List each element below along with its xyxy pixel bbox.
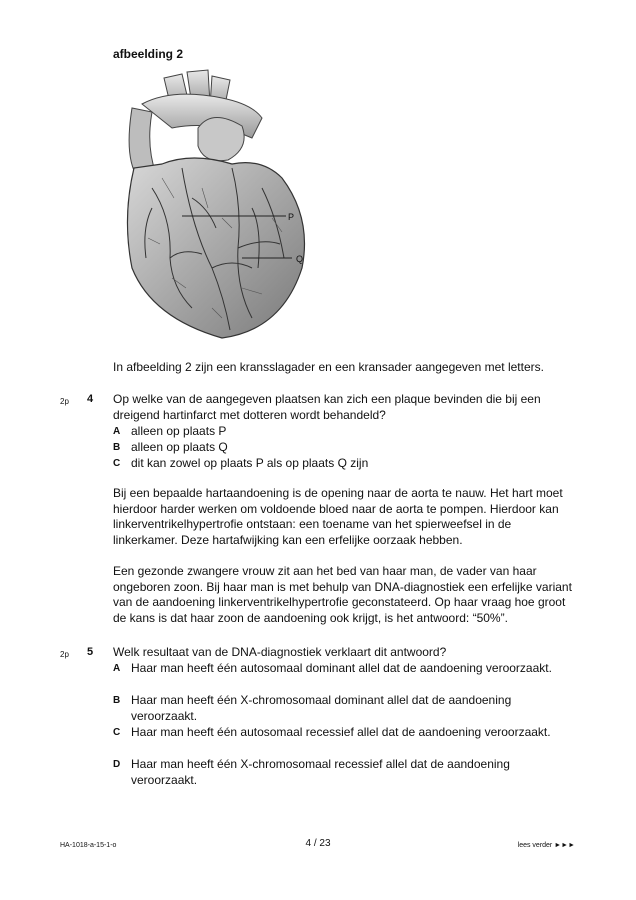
q5-points: 2p [60,650,69,659]
q4-points: 2p [60,397,69,406]
heart-illustration [112,68,332,348]
q4-text: Op welke van de aangegeven plaatsen kan zich een plaque bevinden die bij een dreigend hartinfarct met dotteren wordt behandeld? [113,392,541,422]
continue-note: lees verder ►►► [517,842,575,849]
q5-option-d: Haar man heeft één X-chromosomaal recessief allel dat de aandoening veroorzaakt. [131,757,510,787]
context-paragraph-2: Een gezonde zwangere vrouw zit aan het bed van haar man, de vader van haar ongeboren zoon. Bij haar man is met behulp van DNA-diagnostiek een erfelijke variant van de aandoening linkerventrikelhypertrofie geconstateerd. Op haar vraag hoe groot de kans is dat haar zoon de aandoening ook krijgt, is het antwoord: “50%”. [113,564,572,625]
q5-option-a: Haar man heeft één autosomaal dominant allel dat de aandoening veroorzaakt. [131,661,552,675]
q5-number: 5 [87,646,94,658]
q5-option-d-letter: D [113,759,121,770]
context-paragraph-1: Bij een bepaalde hartaandoening is de opening naar de aorta te nauw. Het hart moet hierdoor harder werken om voldoende bloed naar de aorta te pompen. Hierdoor kan linkerventrikelhypertrofie ontstaan: een toename van het spierweefsel in de linkerkamer. Deze hartafwijking kan een erfelijke oorzaak hebben. [113,486,563,547]
q4-option-c-letter: C [113,458,121,469]
figure-title: afbeelding 2 [113,47,184,61]
q5-option-b: Haar man heeft één X-chromosomaal dominant allel dat de aandoening veroorzaakt. [131,693,512,723]
intro-text: In afbeelding 2 zijn een kransslagader en een kransader aangegeven met letters. [113,360,544,374]
q4-option-a-letter: A [113,426,121,437]
q5-text: Welk resultaat van de DNA-diagnostiek verklaart dit antwoord? [113,645,447,659]
q5-option-c: Haar man heeft één autosomaal recessief allel dat de aandoening veroorzaakt. [131,725,551,739]
q5-option-a-letter: A [113,663,121,674]
label-q: Q [296,254,304,264]
q4-option-c: dit kan zowel op plaats P als op plaats Q zijn [131,456,369,470]
exam-code: HA-1018-a-15-1-o [60,842,117,849]
q4-number: 4 [87,393,94,405]
q5-option-b-letter: B [113,695,121,706]
page-number: 4 / 23 [305,838,331,849]
q4-option-a: alleen op plaats P [131,424,227,438]
q4-option-b: alleen op plaats Q [131,440,228,454]
q4-option-b-letter: B [113,442,121,453]
q5-option-c-letter: C [113,727,121,738]
label-p: P [288,212,295,222]
